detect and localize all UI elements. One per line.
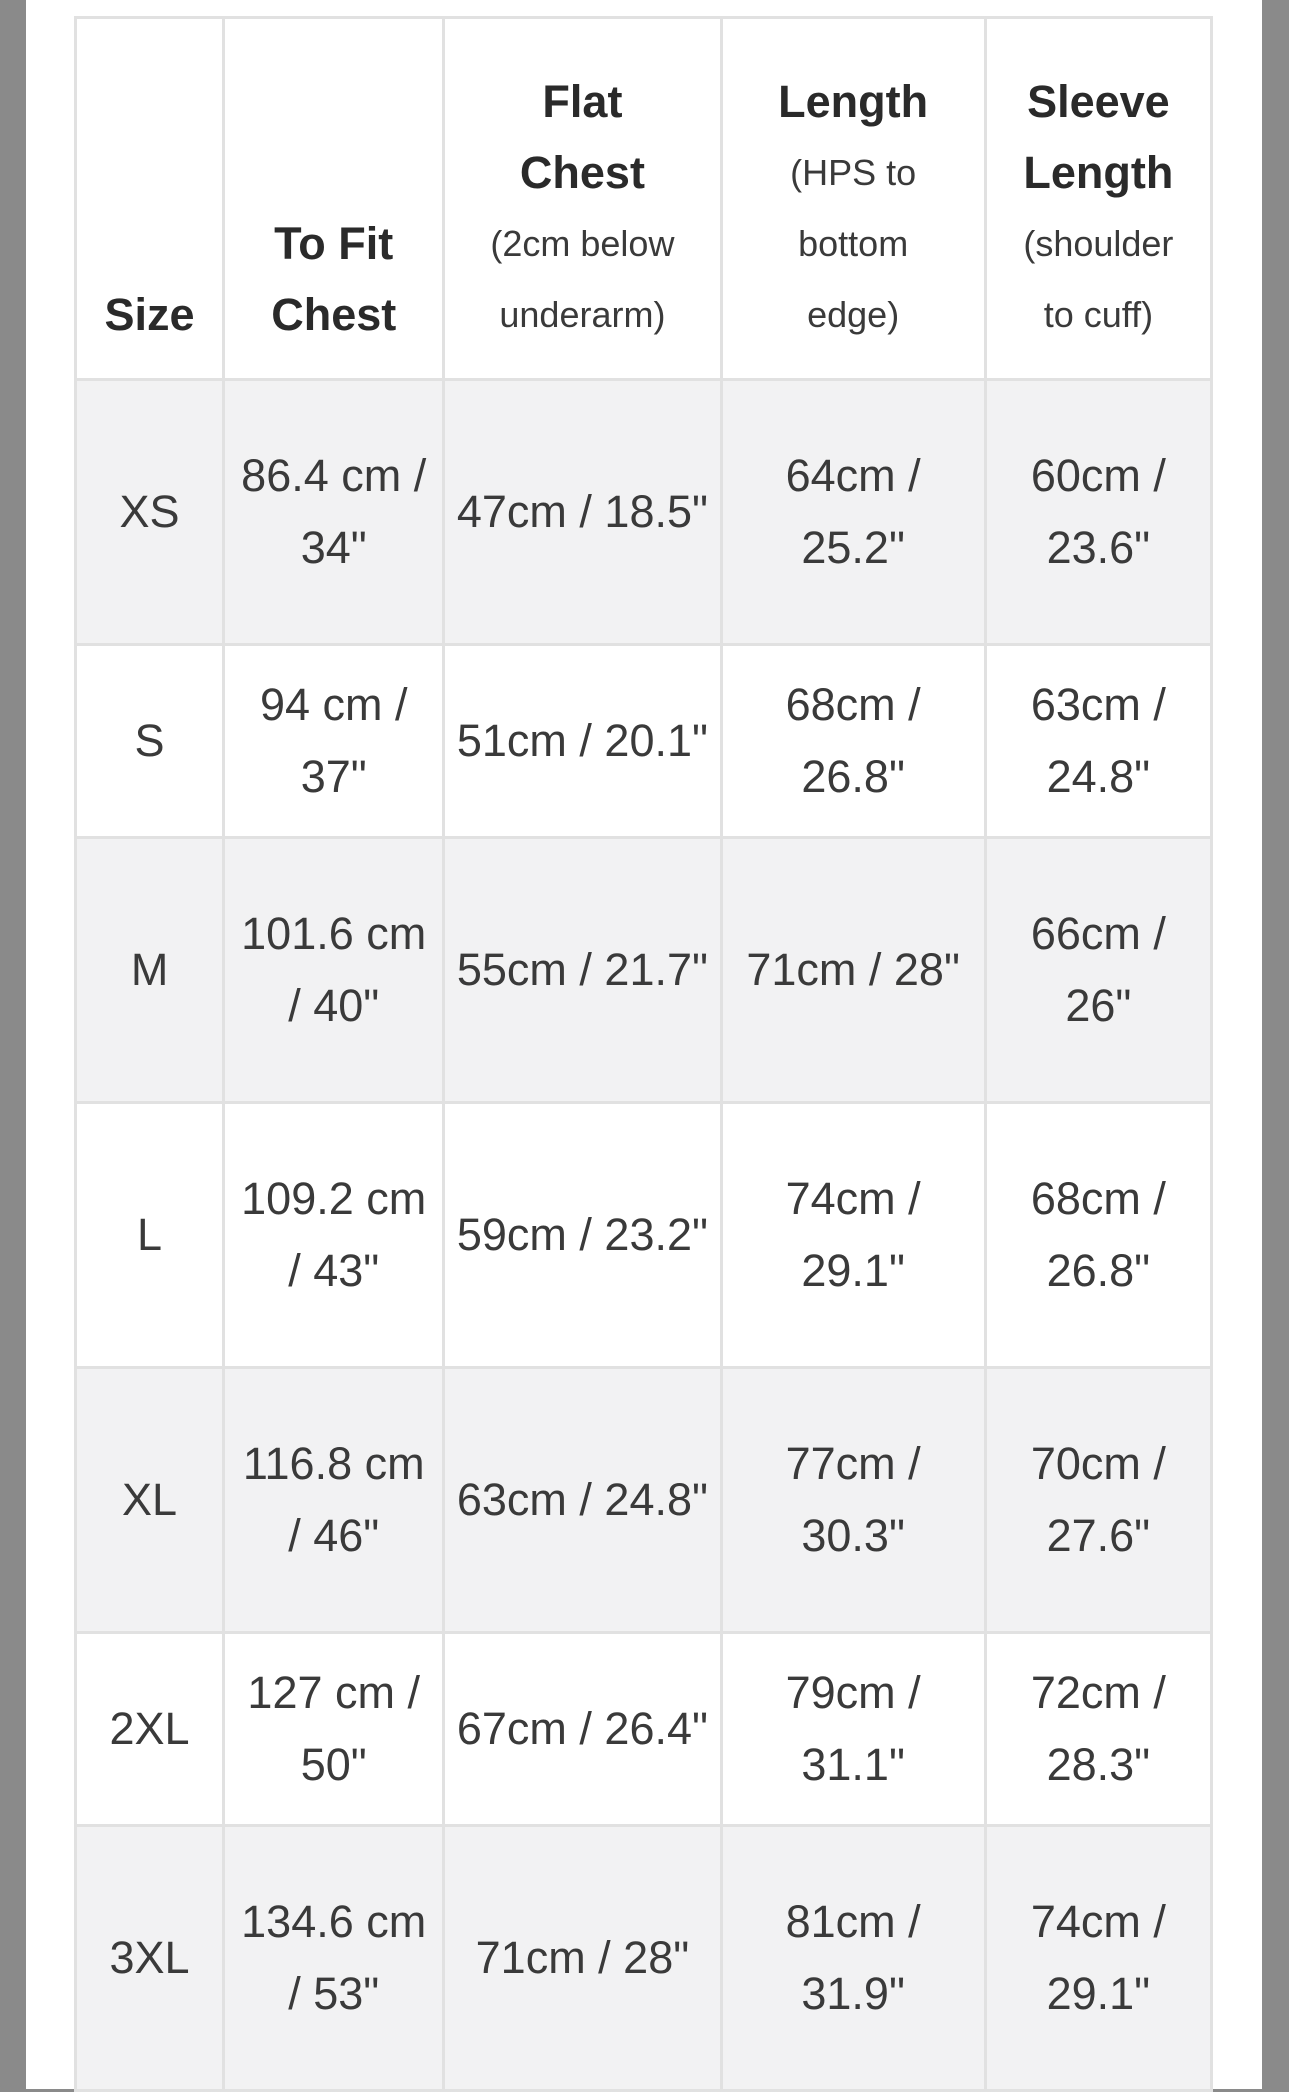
header-sleeve-length-title-2: Length	[1023, 147, 1174, 198]
header-flat-chest-sub-2: underarm)	[499, 294, 666, 335]
size-cell: S	[76, 645, 224, 838]
header-flat-chest-title-1: Flat	[542, 76, 623, 127]
length-cell: 81cm / 31.9"	[721, 1826, 985, 2091]
flat-chest-cell: 51cm / 20.1"	[444, 645, 721, 838]
header-sleeve-length-title-1: Sleeve	[1027, 76, 1170, 127]
flat-chest-cell: 47cm / 18.5"	[444, 380, 721, 645]
header-flat-chest	[444, 18, 721, 380]
length-cell: 74cm / 29.1"	[721, 1103, 985, 1368]
flat-chest-cell: 71cm / 28"	[444, 1826, 721, 2091]
header-length	[721, 18, 985, 380]
to-fit-chest-cell: 101.6 cm / 40"	[224, 838, 444, 1103]
header-length-title-1: Length	[778, 76, 929, 127]
header-length-sub-1: (HPS to	[790, 152, 917, 193]
flat-chest-cell: 63cm / 24.8"	[444, 1368, 721, 1633]
header-sleeve-length	[985, 18, 1211, 380]
to-fit-chest-cell: 94 cm / 37"	[224, 645, 444, 838]
header-to-fit-chest	[224, 18, 444, 380]
sleeve-length-cell: 60cm / 23.6"	[985, 380, 1211, 645]
flat-chest-cell: 59cm / 23.2"	[444, 1103, 721, 1368]
to-fit-chest-cell: 109.2 cm / 43"	[224, 1103, 444, 1368]
header-flat-chest-title-2: Chest	[519, 147, 645, 198]
table-row	[76, 380, 1212, 645]
length-cell: 71cm / 28"	[721, 838, 985, 1103]
size-cell: XS	[76, 380, 224, 645]
sleeve-length-cell: 70cm / 27.6"	[985, 1368, 1211, 1633]
size-cell: 2XL	[76, 1633, 224, 1826]
size-cell: L	[76, 1103, 224, 1368]
sleeve-length-cell: 63cm / 24.8"	[985, 645, 1211, 838]
to-fit-chest-cell: 86.4 cm / 34"	[224, 380, 444, 645]
size-cell: XL	[76, 1368, 224, 1633]
size-chart-table	[74, 16, 1213, 2092]
header-length-sub-2: bottom	[798, 223, 909, 264]
size-chart-panel	[26, 0, 1262, 2089]
table-row	[76, 838, 1212, 1103]
header-to-fit-chest-title-2: Chest	[271, 289, 397, 340]
header-sleeve-length-sub-1: (shoulder	[1023, 223, 1174, 264]
table-row	[76, 1368, 1212, 1633]
header-row	[76, 18, 1212, 380]
flat-chest-cell: 67cm / 26.4"	[444, 1633, 721, 1826]
to-fit-chest-cell: 116.8 cm / 46"	[224, 1368, 444, 1633]
to-fit-chest-cell: 127 cm / 50"	[224, 1633, 444, 1826]
length-cell: 79cm / 31.1"	[721, 1633, 985, 1826]
sleeve-length-cell: 66cm / 26"	[985, 838, 1211, 1103]
header-length-sub-3: edge)	[807, 294, 900, 335]
length-cell: 68cm / 26.8"	[721, 645, 985, 838]
flat-chest-cell: 55cm / 21.7"	[444, 838, 721, 1103]
table-row	[76, 1633, 1212, 1826]
sleeve-length-cell: 72cm / 28.3"	[985, 1633, 1211, 1826]
length-cell: 77cm / 30.3"	[721, 1368, 985, 1633]
to-fit-chest-cell: 134.6 cm / 53"	[224, 1826, 444, 2091]
length-cell: 64cm / 25.2"	[721, 380, 985, 645]
header-flat-chest-sub-1: (2cm below	[490, 223, 675, 264]
header-to-fit-chest-title-1: To Fit	[274, 218, 394, 269]
sleeve-length-cell: 74cm / 29.1"	[985, 1826, 1211, 2091]
header-size	[76, 18, 224, 380]
header-sleeve-length-sub-2: to cuff)	[1043, 294, 1154, 335]
size-cell: 3XL	[76, 1826, 224, 2091]
table-row	[76, 645, 1212, 838]
table-row	[76, 1826, 1212, 2091]
header-size-title: Size	[104, 289, 195, 340]
sleeve-length-cell: 68cm / 26.8"	[985, 1103, 1211, 1368]
size-cell: M	[76, 838, 224, 1103]
table-row	[76, 1103, 1212, 1368]
